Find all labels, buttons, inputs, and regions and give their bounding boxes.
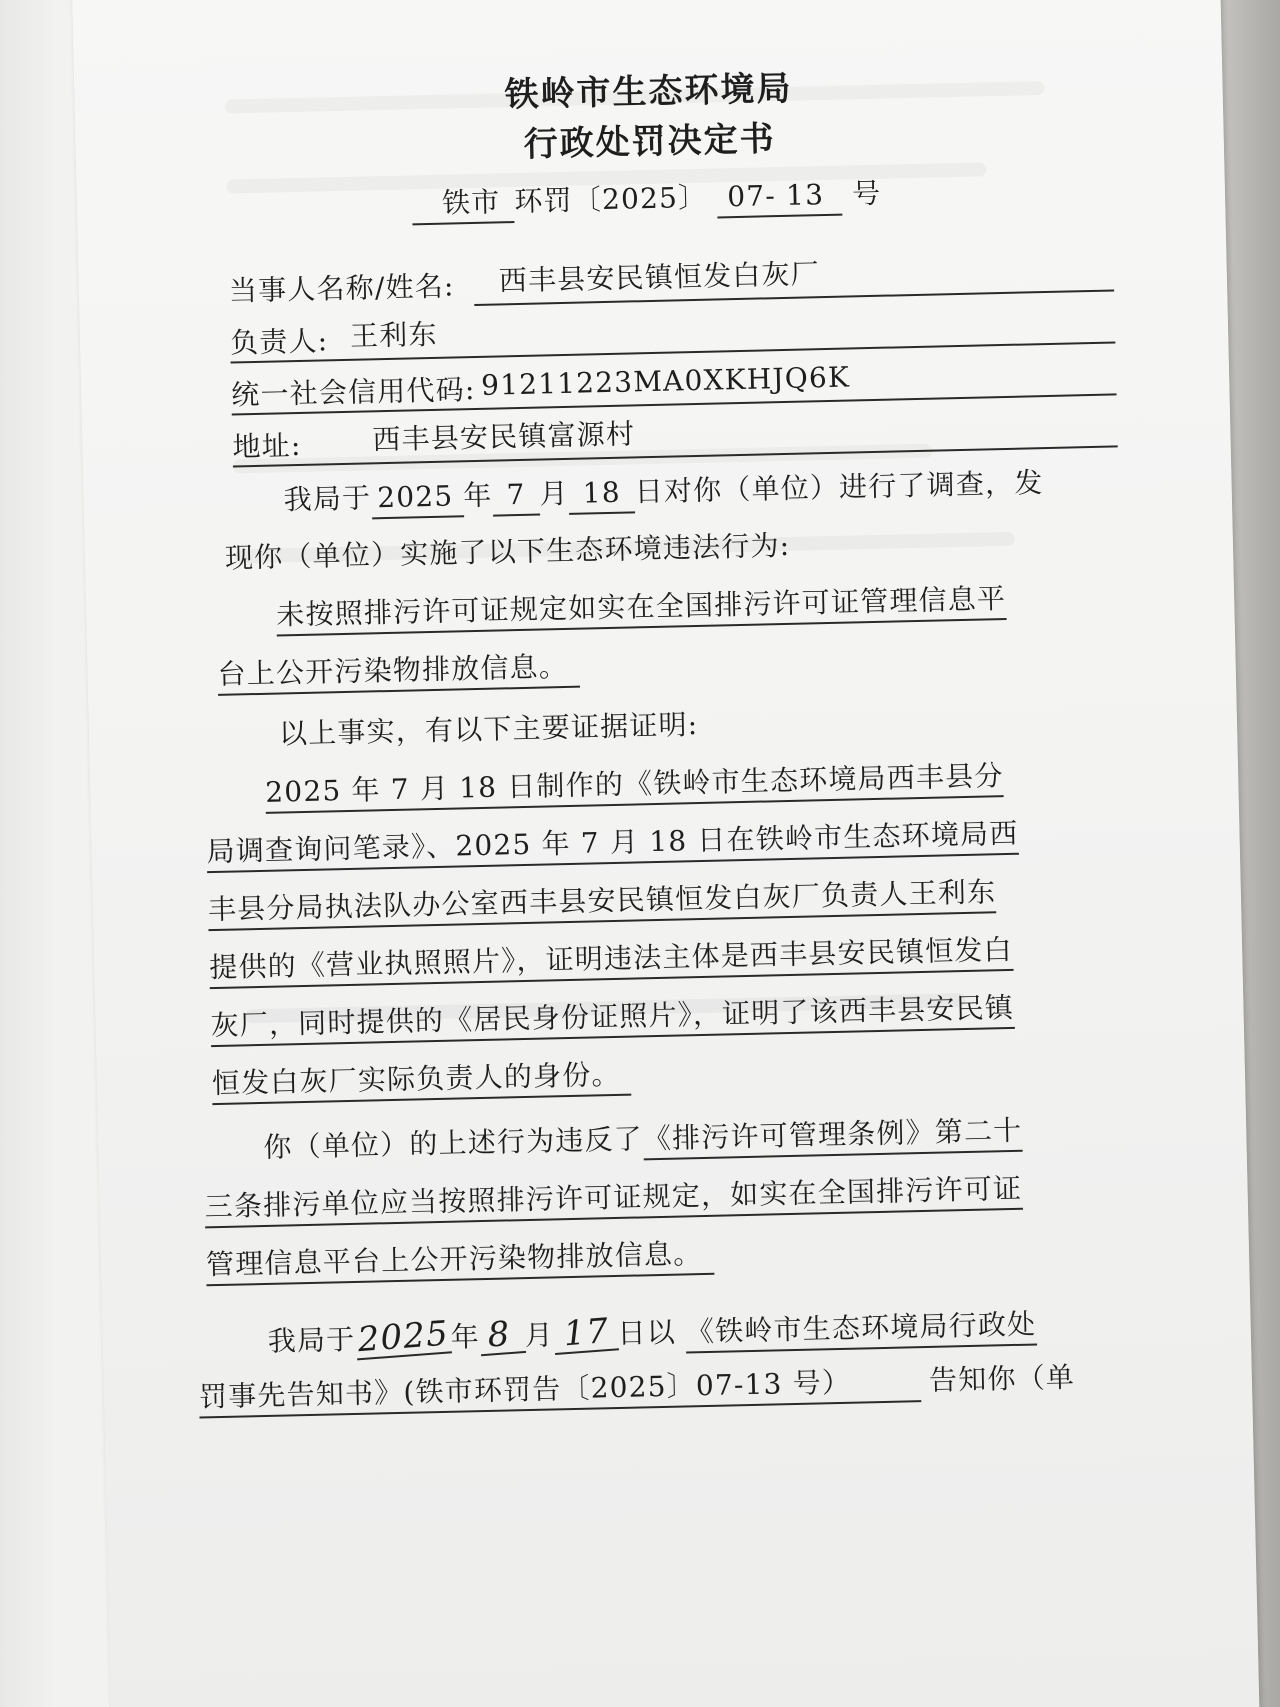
evidence-line <box>208 932 1014 985</box>
credit-code-label: 统一社会信用代码: <box>230 372 476 412</box>
violation-text-2: 台上公开污染物排放信息。 <box>217 650 580 696</box>
doc-number-code: 07- 13 <box>717 178 843 219</box>
violation-line-2 <box>217 649 580 691</box>
investigation-text-a: 我局于 <box>283 481 372 517</box>
notice-text-c: 月 <box>524 1318 555 1353</box>
evidence-intro: 以上事实，有以下主要证据证明: <box>278 708 699 751</box>
notice-line-1 <box>267 1305 1036 1359</box>
evidence-line <box>211 1057 631 1101</box>
address-label: 地址: <box>232 428 302 464</box>
legal-basis-text: 三条排污单位应当按照排污许可证规定，如实在全国排污许可证 <box>204 1172 1022 1229</box>
legal-basis-lead: 你（单位）的上述行为违反了 <box>263 1122 644 1164</box>
handwritten-year: 2025 <box>355 1313 450 1361</box>
notice-tail: 告知你（单 <box>928 1360 1076 1397</box>
principal-label: 负责人: <box>229 324 329 360</box>
agency-title: 铁岭市生态环境局 <box>504 68 793 116</box>
investigation-text-d: 日对你（单位）进行了调查，发 <box>634 466 1044 509</box>
investigation-month: 7 <box>492 478 540 517</box>
investigation-year: 2025 <box>371 479 464 519</box>
notice-doc-title: 《铁岭市生态环境局行政处 <box>686 1307 1037 1353</box>
evidence-text: 2025 年 7 月 18 日制作的《铁岭市生态环境局西丰县分 <box>265 759 1004 814</box>
document-type-title: 行政处罚决定书 <box>523 119 777 165</box>
address-value: 西丰县安民镇富源村 <box>371 417 636 457</box>
party-name-label: 当事人名称/姓名: <box>228 269 455 308</box>
credit-code-value: 91211223MA0XKHJQ6K <box>480 360 851 402</box>
handwritten-day: 17 <box>553 1313 619 1355</box>
evidence-line <box>264 759 1004 809</box>
notice-text-d: 日以 <box>617 1315 677 1350</box>
evidence-text: 恒发白灰厂实际负责人的身份。 <box>212 1058 632 1105</box>
evidence-text: 灰厂，同时提供的《居民身份证照片》，证明了该西丰县安民镇 <box>210 991 1014 1047</box>
legal-basis-line-3 <box>205 1237 715 1282</box>
handwritten-month: 8 <box>479 1316 526 1356</box>
doc-number-prefix: 铁市 <box>412 185 515 225</box>
investigation-line-1 <box>283 466 1044 517</box>
party-name-value: 西丰县安民镇恒发白灰厂 <box>498 257 821 298</box>
evidence-text: 局调查询问笔录》、2025 年 7 月 18 日在铁岭市生态环境局西 <box>206 817 1019 873</box>
notice-line-2 <box>198 1360 1076 1414</box>
document-number <box>412 176 882 220</box>
penalty-decision-sheet <box>72 0 1260 1707</box>
notice-text-a: 我局于 <box>267 1322 356 1358</box>
investigation-text-b: 年 <box>462 478 493 513</box>
legal-basis-line-2 <box>204 1171 1023 1224</box>
evidence-text: 提供的《营业执照照片》，证明违法主体是西丰县安民镇恒发白 <box>209 933 1013 989</box>
investigation-line-2: 现你（单位）实施了以下生态环境违法行为: <box>224 528 791 575</box>
principal-value: 王利东 <box>349 317 438 353</box>
legal-basis-line-1 <box>263 1113 1023 1164</box>
doc-number-middle: 环罚〔2025〕 <box>514 180 708 219</box>
legal-basis-law: 《排污许可管理条例》第二十 <box>643 1114 1023 1161</box>
notice-doc-title-cont: 罚事先告知书》(铁市环罚告〔2025〕07-13 号） <box>199 1364 922 1418</box>
legal-basis-text: 管理信息平台上公开污染物排放信息。 <box>206 1237 715 1287</box>
violation-text-1: 未按照排污许可证规定如实在全国排污许可证管理信息平 <box>276 582 1007 637</box>
evidence-text: 丰县分局执法队办公室西丰县安民镇恒发白灰厂负责人王利东 <box>208 875 997 931</box>
investigation-day: 18 <box>568 475 635 514</box>
doc-number-suffix: 号 <box>851 176 882 211</box>
notice-text-b: 年 <box>450 1320 481 1354</box>
evidence-line <box>206 816 1019 869</box>
evidence-line <box>210 990 1015 1043</box>
violation-line-1 <box>275 581 1007 632</box>
investigation-text-c: 月 <box>539 476 570 511</box>
evidence-line <box>207 875 997 927</box>
